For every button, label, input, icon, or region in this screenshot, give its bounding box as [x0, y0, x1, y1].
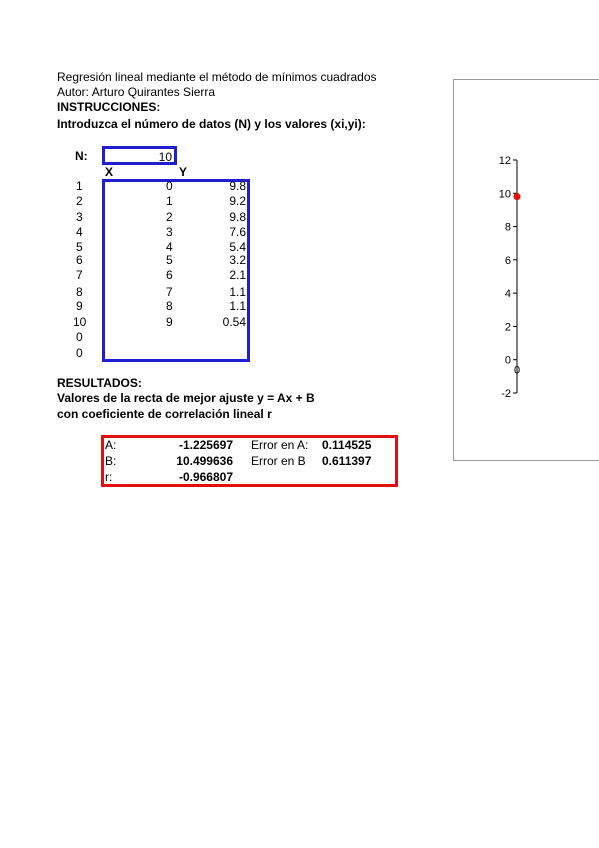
n-input-box[interactable]	[102, 146, 177, 165]
cell-x[interactable]: 4	[166, 240, 173, 254]
b-error-label: Error en B	[251, 454, 306, 468]
b-label: B:	[105, 454, 117, 468]
row-index: 0	[76, 330, 83, 344]
results-heading: RESULTADOS:	[57, 376, 142, 390]
cell-x[interactable]: 2	[166, 210, 173, 224]
y-tick-label: -2	[501, 388, 511, 400]
row-index: 2	[76, 194, 83, 208]
row-index: 9	[76, 299, 83, 313]
row-index: 6	[76, 253, 83, 267]
y-tick-label: 0	[504, 354, 511, 367]
cell-y[interactable]: 1.1	[229, 285, 246, 299]
cell-x[interactable]: 6	[166, 268, 173, 282]
instructions-text: Introduzca el número de datos (N) y los valores (xi,yi):	[57, 117, 366, 131]
a-error-label: Error en A:	[251, 438, 309, 452]
cell-x[interactable]: 8	[166, 299, 173, 313]
y-tick-label: 2	[504, 321, 511, 334]
cell-y[interactable]: 5.4	[229, 240, 246, 254]
row-index: 7	[76, 268, 83, 282]
cell-y[interactable]: 1.1	[229, 299, 246, 313]
row-index: 3	[76, 210, 83, 224]
row-index: 0	[76, 346, 83, 360]
row-index: 5	[76, 240, 83, 254]
column-header-x: X	[105, 165, 114, 179]
n-label: N:	[75, 149, 88, 163]
cell-y[interactable]: 9.2	[229, 194, 246, 208]
r-label: r:	[105, 470, 113, 484]
y-tick-label: 6	[504, 254, 511, 267]
row-index: 8	[76, 285, 83, 299]
b-value: 10.499636	[176, 454, 233, 468]
row-index: 1	[76, 179, 83, 193]
row-index: 10	[73, 315, 87, 329]
cell-y[interactable]: 2.1	[229, 268, 246, 282]
cell-y[interactable]: 3.2	[229, 253, 246, 267]
results-line-2: con coeficiente de correlación lineal r	[57, 407, 272, 421]
r-value: -0.966807	[178, 470, 233, 484]
n-input-value: 10	[158, 150, 172, 164]
cell-y[interactable]: 9.8	[229, 179, 246, 193]
row-index: 4	[76, 225, 83, 239]
a-value: -1.225697	[178, 438, 233, 452]
y-tick-label: 4	[504, 288, 511, 301]
cell-y[interactable]: 0.54	[222, 315, 246, 329]
author-line: Autor: Arturo Quirantes Sierra	[57, 85, 216, 99]
y-tick-label: 10	[498, 188, 511, 201]
cell-x[interactable]: 9	[166, 315, 173, 329]
chart-frame	[453, 79, 599, 461]
b-error-value: 0.611397	[322, 454, 372, 468]
y-tick-label: 8	[504, 221, 511, 234]
instructions-heading: INSTRUCCIONES:	[57, 100, 161, 114]
column-header-y: Y	[179, 165, 188, 179]
cell-x[interactable]: 0	[166, 179, 173, 193]
y-tick-label: 12	[498, 155, 511, 167]
results-line-1: Valores de la recta de mejor ajuste y = Ax + B	[57, 391, 315, 405]
cell-x[interactable]: 3	[166, 225, 173, 239]
x-tick-label: 0	[514, 364, 521, 377]
cell-x[interactable]: 1	[166, 194, 173, 208]
cell-x[interactable]: 7	[166, 285, 173, 299]
page-title: Regresión lineal mediante el método de mínimos cuadrados	[57, 70, 377, 84]
cell-x[interactable]: 5	[166, 253, 173, 267]
cell-y[interactable]: 9.8	[229, 210, 246, 224]
a-error-value: 0.114525	[322, 438, 372, 452]
a-label: A:	[105, 438, 117, 452]
cell-y[interactable]: 7.6	[229, 225, 246, 239]
